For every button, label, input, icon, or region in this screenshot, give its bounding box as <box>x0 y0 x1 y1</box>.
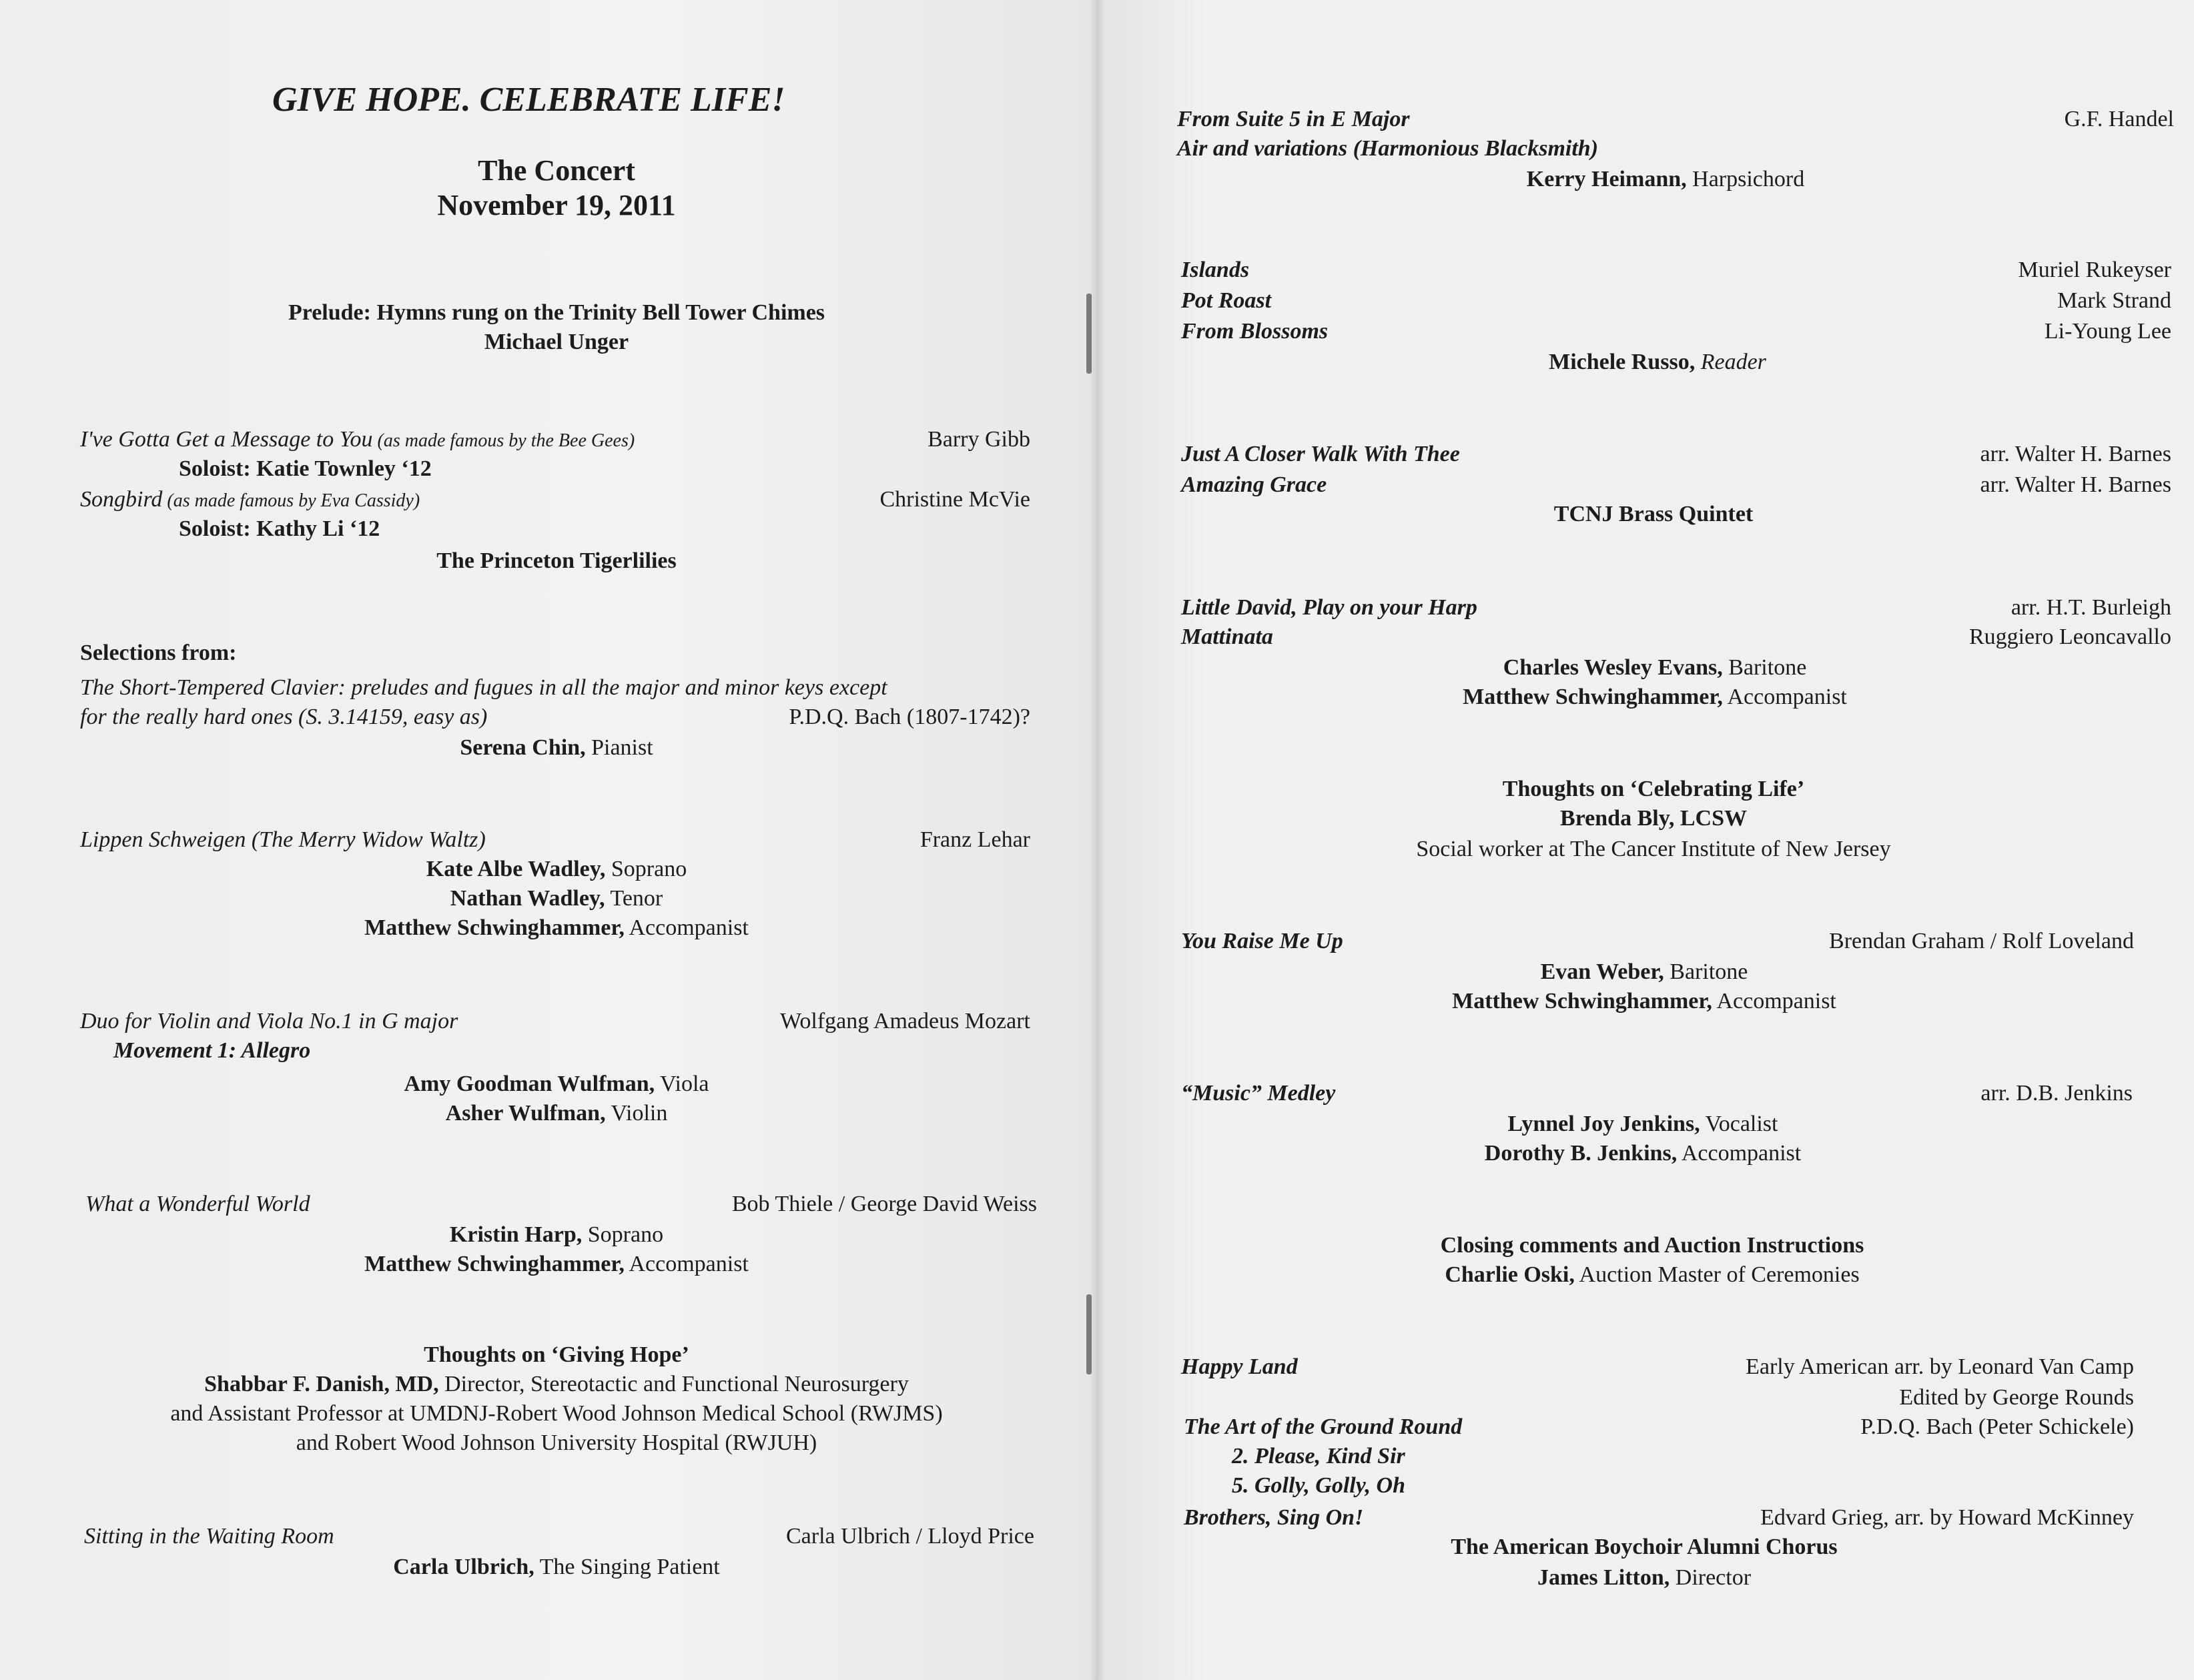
director: James Litton, Director <box>1537 1565 1752 1590</box>
poem-author: Li-Young Lee <box>2044 319 2171 344</box>
performer: Lynnel Joy Jenkins, Vocalist <box>1507 1112 1778 1136</box>
piece-movement: 2. Please, Kind Sir <box>1232 1444 1405 1468</box>
performer: Amy Goodman Wulfman, Viola <box>404 1072 709 1096</box>
performer: Asher Wulfman, Violin <box>445 1101 668 1126</box>
piece-title: What a Wonderful World <box>85 1192 310 1216</box>
piece-composer: arr. Walter H. Barnes <box>1980 472 2171 497</box>
piece-composer: P.D.Q. Bach (Peter Schickele) <box>1860 1414 2134 1439</box>
piece-title: You Raise Me Up <box>1181 929 1343 953</box>
speaker-affiliation: and Assistant Professor at UMDNJ-Robert Wood Johnson Medical School (RWJMS) <box>170 1401 943 1426</box>
piece-composer: G.F. Handel <box>2064 107 2174 131</box>
performer: Dorothy B. Jenkins, Accompanist <box>1484 1141 1802 1166</box>
soloist: Soloist: Katie Townley ‘12 <box>179 456 432 481</box>
prelude-performer: Michael Unger <box>484 330 629 354</box>
piece-title: Mattinata <box>1181 624 1273 649</box>
piece-title: Lippen Schweigen (The Merry Widow Waltz) <box>80 827 486 852</box>
piece-title: The Short-Tempered Clavier: preludes and fugues in all the major and minor keys except <box>80 675 887 700</box>
piece-composer: arr. H.T. Burleigh <box>2010 595 2171 620</box>
concert-date: November 19, 2011 <box>437 189 676 222</box>
performer: Nathan Wadley, Tenor <box>450 886 663 911</box>
piece-title: I've Gotta Get a Message to You (as made famous by the Bee Gees) <box>80 427 635 452</box>
performer: Kerry Heimann, Harpsichord <box>1526 167 1805 191</box>
performer: Carla Ulbrich, The Singing Patient <box>393 1555 720 1579</box>
piece-title: Duo for Violin and Viola No.1 in G major <box>80 1009 458 1033</box>
piece-composer: Edvard Grieg, arr. by Howard McKinney <box>1760 1505 2134 1530</box>
performer: Matthew Schwinghammer, Accompanist <box>364 915 749 940</box>
piece-composer: Barry Gibb <box>928 427 1030 452</box>
performer: Michele Russo, Reader <box>1549 350 1766 374</box>
piece-title: Happy Land <box>1181 1354 1298 1379</box>
speaker: Shabbar F. Danish, MD, Director, Stereotactic and Functional Neurosurgery <box>204 1372 909 1396</box>
piece-editor: Edited by George Rounds <box>1899 1385 2134 1410</box>
piece-composer: Brendan Graham / Rolf Loveland <box>1829 929 2134 953</box>
piece-subtitle: Air and variations (Harmonious Blacksmith) <box>1177 136 1599 161</box>
performer: Serena Chin, Pianist <box>460 735 653 760</box>
piece-composer: Wolfgang Amadeus Mozart <box>780 1009 1030 1033</box>
speaker: Brenda Bly, LCSW <box>1560 806 1747 831</box>
ensemble-name: The Princeton Tigerlilies <box>436 548 677 573</box>
prelude-title: Prelude: Hymns rung on the Trinity Bell Tower Chimes <box>288 300 825 325</box>
piece-title: Just A Closer Walk With Thee <box>1181 442 1460 466</box>
closing-title: Closing comments and Auction Instructions <box>1440 1233 1864 1258</box>
piece-movement: 5. Golly, Golly, Oh <box>1232 1473 1406 1498</box>
poem-title: From Blossoms <box>1181 319 1329 344</box>
performer: Charles Wesley Evans, Baritone <box>1503 655 1807 680</box>
poem-title: Pot Roast <box>1181 288 1272 313</box>
staple-bottom <box>1086 1294 1092 1374</box>
speaker: Charlie Oski, Auction Master of Ceremonies <box>1445 1262 1860 1287</box>
piece-title: Brothers, Sing On! <box>1184 1505 1364 1530</box>
performer: Evan Weber, Baritone <box>1540 959 1748 984</box>
performer: Kate Albe Wadley, Soprano <box>426 857 687 881</box>
piece-composer: Franz Lehar <box>920 827 1030 852</box>
piece-title: From Suite 5 in E Major <box>1177 107 1410 131</box>
program-main-title: GIVE HOPE. CELEBRATE LIFE! <box>272 81 785 119</box>
piece-title: “Music” Medley <box>1181 1081 1336 1106</box>
piece-composer: Christine McVie <box>879 487 1030 512</box>
piece-movement: Movement 1: Allegro <box>113 1038 311 1063</box>
section-heading: Selections from: <box>80 641 237 665</box>
piece-title: Amazing Grace <box>1181 472 1327 497</box>
speaker-affiliation: and Robert Wood Johnson University Hospital (RWJUH) <box>296 1430 817 1455</box>
concert-title: The Concert <box>478 154 635 187</box>
piece-title: Sitting in the Waiting Room <box>84 1524 334 1549</box>
piece-title-continued: for the really hard ones (S. 3.14159, easy as) <box>80 705 488 729</box>
piece-title: The Art of the Ground Round <box>1184 1414 1463 1439</box>
piece-composer: Early American arr. by Leonard Van Camp <box>1746 1354 2134 1379</box>
piece-composer: Carla Ulbrich / Lloyd Price <box>785 1524 1034 1549</box>
poem-title: Islands <box>1181 258 1250 282</box>
performer: Matthew Schwinghammer, Accompanist <box>1463 685 1847 709</box>
staple-top <box>1086 294 1092 374</box>
speaker-affiliation: Social worker at The Cancer Institute of New Jersey <box>1416 837 1891 861</box>
booklet-spine <box>1089 0 1105 1680</box>
speech-title: Thoughts on ‘Celebrating Life’ <box>1502 777 1805 801</box>
piece-composer: Ruggiero Leoncavallo <box>1968 624 2171 649</box>
ensemble-name: The American Boychoir Alumni Chorus <box>1451 1535 1838 1559</box>
performer: Matthew Schwinghammer, Accompanist <box>364 1252 749 1276</box>
piece-composer: P.D.Q. Bach (1807-1742)? <box>789 705 1030 729</box>
piece-title: Little David, Play on your Harp <box>1181 595 1477 620</box>
ensemble-name: TCNJ Brass Quintet <box>1553 502 1754 526</box>
piece-composer: Bob Thiele / George David Weiss <box>731 1192 1037 1216</box>
piece-title: Songbird (as made famous by Eva Cassidy) <box>80 487 420 512</box>
poem-author: Muriel Rukeyser <box>2018 258 2171 282</box>
soloist: Soloist: Kathy Li ‘12 <box>179 516 380 541</box>
piece-composer: arr. Walter H. Barnes <box>1980 442 2171 466</box>
piece-composer: arr. D.B. Jenkins <box>1980 1081 2133 1106</box>
speech-title: Thoughts on ‘Giving Hope’ <box>424 1342 689 1367</box>
performer: Kristin Harp, Soprano <box>449 1222 664 1247</box>
performer: Matthew Schwinghammer, Accompanist <box>1452 989 1836 1013</box>
poem-author: Mark Strand <box>2057 288 2171 313</box>
